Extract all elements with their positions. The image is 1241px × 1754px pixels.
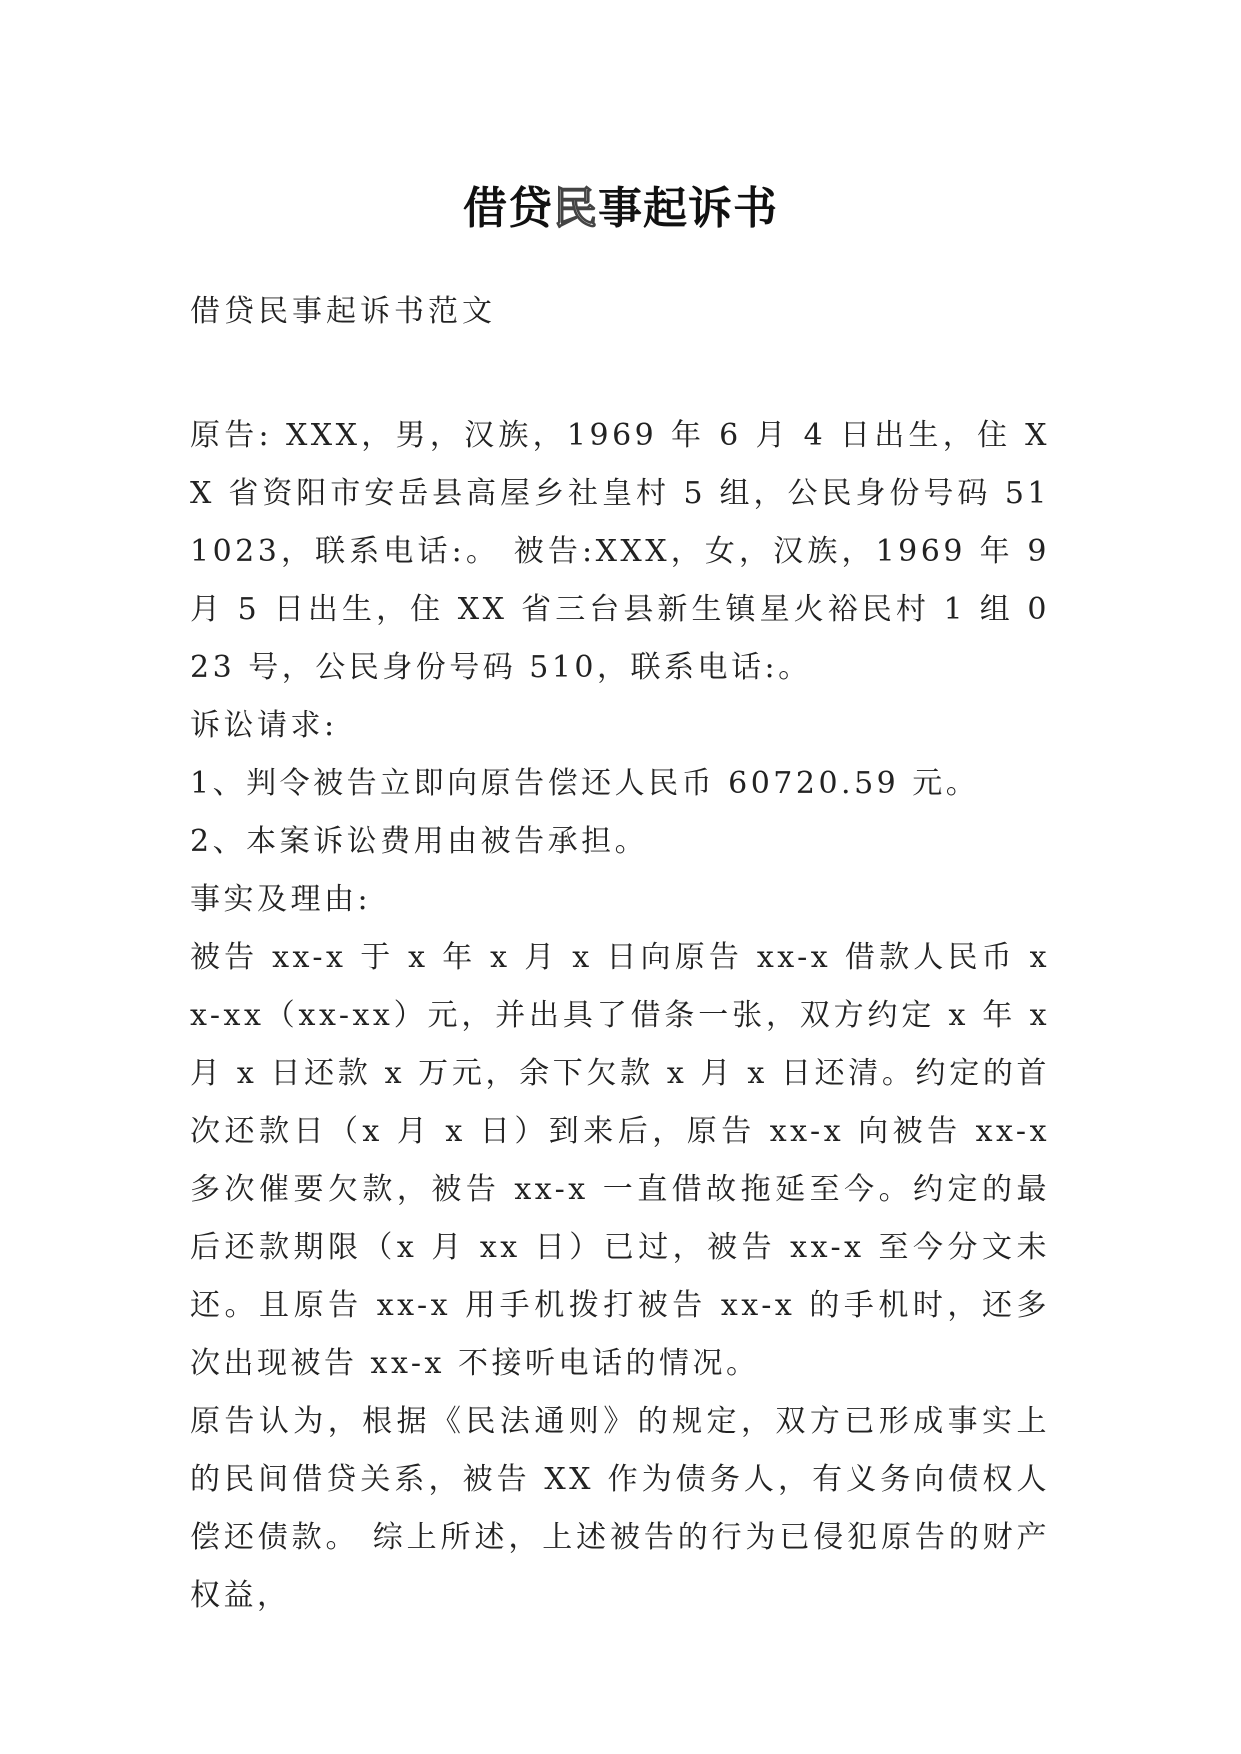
paragraph-argument: 原告认为，根据《民法通则》的规定，双方已形成事实上的民间借贷关系，被告 XX 作为债务人，有义务向债权人偿还债款。 综上所述，上述被告的行为已侵犯原告的财产权益， xyxy=(190,1404,1050,1613)
title-text-start: 借贷 xyxy=(463,183,553,235)
paragraph-facts: 被告 xx-x 于 x 年 x 月 x 日向原告 xx-x 借款人民币 xx-xx（xx-xx）元，并出具了借条一张，双方约定 x 年 x 月 x 日还款 x 万元，余下欠款 x 月 x 日还清。约定的首次还款日（x 月 x 日）到来后，原告 xx-x 向被告 xx-x 多次催要欠款，被告 xx-x 一直借故拖延至今。约定的最后还款期限（x 月 xx 日）已过，被告 xx-x 至今分文未还。且原告 xx-x 用手机拨打被告 xx-x 的手机时，还多次出现被告 xx-x 不接听电话的情况。 xyxy=(190,940,1050,1381)
document-body xyxy=(190,407,1050,1625)
paragraph-claim-1: 1、判令被告立即向原告偿还人民币 60720.59 元。 xyxy=(190,766,980,801)
paragraph-parties: 原告: XXX，男，汉族，1969 年 6 月 4 日出生，住 XX 省资阳市安岳县高屋乡社皇村 5 组，公民身份号码 511023，联系电话:。 被告:XXX，女，汉族，1969 年 9 月 5 日出生，住 XX 省三台县新生镇星火裕民村 1 组 023 号，公民身份号码 510，联系电话:。 xyxy=(190,418,1050,685)
title-text-marked: 民 xyxy=(553,183,598,235)
document-title xyxy=(0,179,1241,239)
document-subtitle: 借贷民事起诉书范文 xyxy=(190,294,496,329)
paragraph-claims-heading: 诉讼请求: xyxy=(190,708,338,743)
title-text-end: 事起诉书 xyxy=(598,183,778,235)
paragraph-facts-heading: 事实及理由: xyxy=(190,882,372,917)
paragraph-claim-2: 2、本案诉讼费用由被告承担。 xyxy=(190,824,649,859)
